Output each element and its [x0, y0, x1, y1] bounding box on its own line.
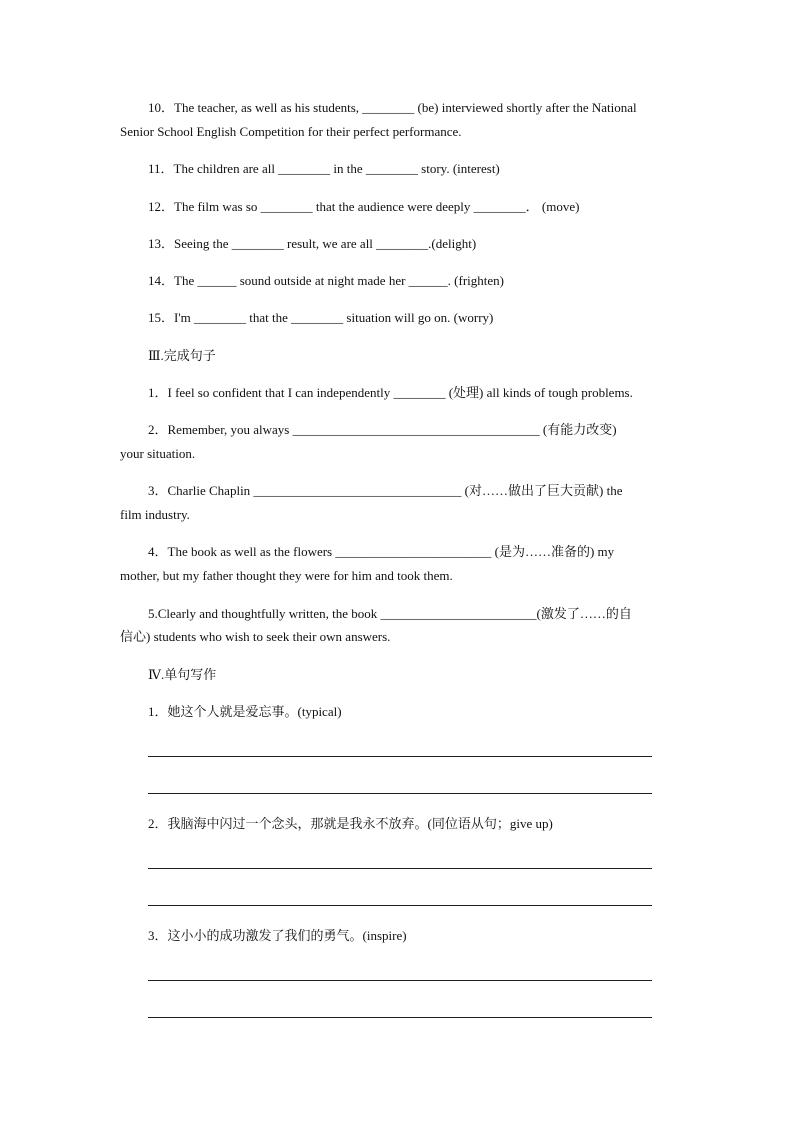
question-12: 12．The film was so ________ that the audience were deeply ________． (move) [148, 199, 580, 214]
answer-line-2b[interactable] [148, 905, 652, 906]
section-iv-heading: Ⅳ.单句写作 [148, 667, 217, 682]
writing-prompt-3: 3．这小小的成功激发了我们的勇气。(inspire) [148, 928, 407, 943]
writing-prompt-1: 1．她这个人就是爱忘事。(typical) [148, 704, 342, 719]
answer-line-1a[interactable] [148, 756, 652, 757]
answer-line-3b[interactable] [148, 1017, 652, 1018]
sentence-2-line1: 2．Remember, you always ______________________________________ (有能力改变) [148, 422, 617, 437]
sentence-3-line2: film industry. [120, 507, 190, 522]
answer-line-1b[interactable] [148, 793, 652, 794]
question-10-line2: Senior School English Competition for their perfect performance. [120, 124, 462, 139]
answer-line-3a[interactable] [148, 980, 652, 981]
writing-prompt-2: 2．我脑海中闪过一个念头，那就是我永不放弃。(同位语从句；give up) [148, 816, 553, 831]
section-iii-heading: Ⅲ.完成句子 [148, 348, 216, 363]
question-11: 11．The children are all ________ in the ________ story. (interest) [148, 161, 500, 176]
sentence-3-line1: 3．Charlie Chaplin ________________________________ (对……做出了巨大贡献) the [148, 483, 623, 498]
sentence-4-line1: 4．The book as well as the flowers ________________________ (是为……准备的) my [148, 544, 615, 559]
question-10-line1: 10．The teacher, as well as his students, ________ (be) interviewed shortly after the National [148, 100, 637, 115]
question-13: 13．Seeing the ________ result, we are all ________.(delight) [148, 236, 477, 251]
sentence-2-line2: your situation. [120, 446, 196, 461]
sentence-1: 1．I feel so confident that I can independently ________ (处理) all kinds of tough problems. [148, 385, 633, 400]
question-14: 14．The ______ sound outside at night made her ______. (frighten) [148, 273, 504, 288]
sentence-4-line2: mother, but my father thought they were for him and took them. [120, 568, 453, 583]
question-15: 15．I'm ________ that the ________ situation will go on. (worry) [148, 310, 494, 325]
answer-line-2a[interactable] [148, 868, 652, 869]
sentence-5-line2: 信心) students who wish to seek their own answers. [120, 629, 391, 644]
sentence-5-line1: 5.Clearly and thoughtfully written, the book ________________________(激发了……的自 [148, 606, 632, 621]
